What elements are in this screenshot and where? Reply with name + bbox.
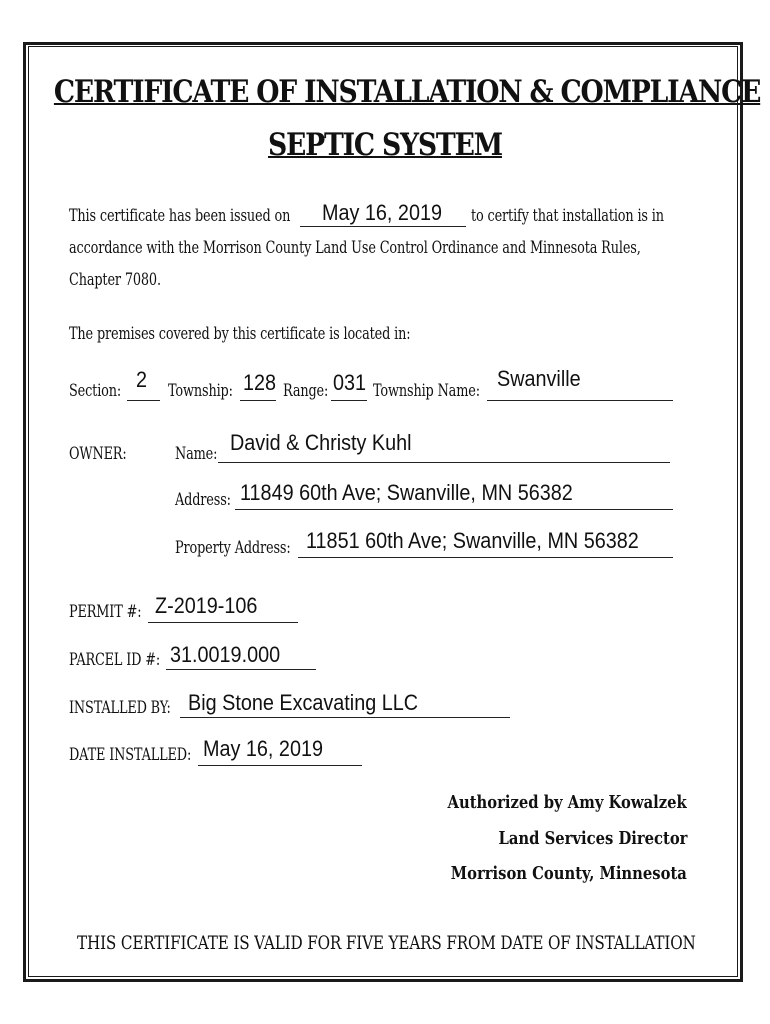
- address-value: 11849 60th Ave; Swanville, MN 56382: [240, 480, 573, 505]
- township-label: Township:: [168, 381, 233, 400]
- owner-label: OWNER:: [69, 444, 127, 463]
- township-name-value: Swanville: [497, 366, 581, 391]
- installed-by-line: [180, 717, 510, 718]
- intro-text-line3: Chapter 7080.: [69, 270, 161, 289]
- date-installed-value: May 16, 2019: [203, 736, 323, 761]
- issue-date-value: May 16, 2019: [322, 200, 442, 225]
- date-installed-line: [198, 765, 362, 766]
- validity-footer: THIS CERTIFICATE IS VALID FOR FIVE YEARS FROM DATE OF INSTALLATION: [77, 932, 696, 954]
- signature-authorized-by: Authorized by Amy Kowalzek: [447, 792, 687, 813]
- signature-county: Morrison County, Minnesota: [450, 863, 687, 884]
- address-label: Address:: [175, 490, 231, 509]
- certificate-title: CERTIFICATE OF INSTALLATION & COMPLIANCE: [53, 74, 761, 110]
- range-line: [331, 400, 367, 401]
- property-address-line: [298, 557, 673, 558]
- date-installed-label: DATE INSTALLED:: [69, 745, 192, 764]
- issue-date-line: [300, 226, 466, 227]
- property-address-label: Property Address:: [175, 538, 291, 557]
- intro-text-after-date: to certify that installation is in: [471, 206, 664, 225]
- installed-by-label: INSTALLED BY:: [69, 698, 171, 717]
- section-label: Section:: [69, 381, 122, 400]
- premises-text: The premises covered by this certificate is located in:: [69, 324, 411, 343]
- township-name-label: Township Name:: [373, 381, 480, 400]
- name-label: Name:: [175, 444, 218, 463]
- section-line: [127, 400, 160, 401]
- address-line: [235, 509, 673, 510]
- parcel-line: [166, 669, 316, 670]
- property-address-value: 11851 60th Ave; Swanville, MN 56382: [306, 528, 639, 553]
- township-name-line: [487, 400, 673, 401]
- installed-by-value: Big Stone Excavating LLC: [188, 690, 419, 715]
- permit-value: Z-2019-106: [155, 593, 258, 618]
- name-value: David & Christy Kuhl: [230, 430, 412, 455]
- permit-label: PERMIT #:: [69, 602, 142, 621]
- range-value: 031: [333, 370, 367, 395]
- township-value: 128: [243, 370, 277, 395]
- permit-line: [148, 622, 298, 623]
- intro-text-line2: accordance with the Morrison County Land Use Control Ordinance and Minnesota Rules,: [69, 238, 641, 257]
- signature-title: Land Services Director: [498, 828, 687, 849]
- intro-text-before-date: This certificate has been issued on: [69, 206, 291, 225]
- name-line: [218, 462, 670, 463]
- parcel-value: 31.0019.000: [170, 642, 281, 667]
- township-line: [240, 400, 276, 401]
- section-value: 2: [136, 367, 148, 392]
- certificate-subtitle: SEPTIC SYSTEM: [267, 127, 502, 163]
- range-label: Range:: [283, 381, 329, 400]
- parcel-label: PARCEL ID #:: [69, 650, 161, 669]
